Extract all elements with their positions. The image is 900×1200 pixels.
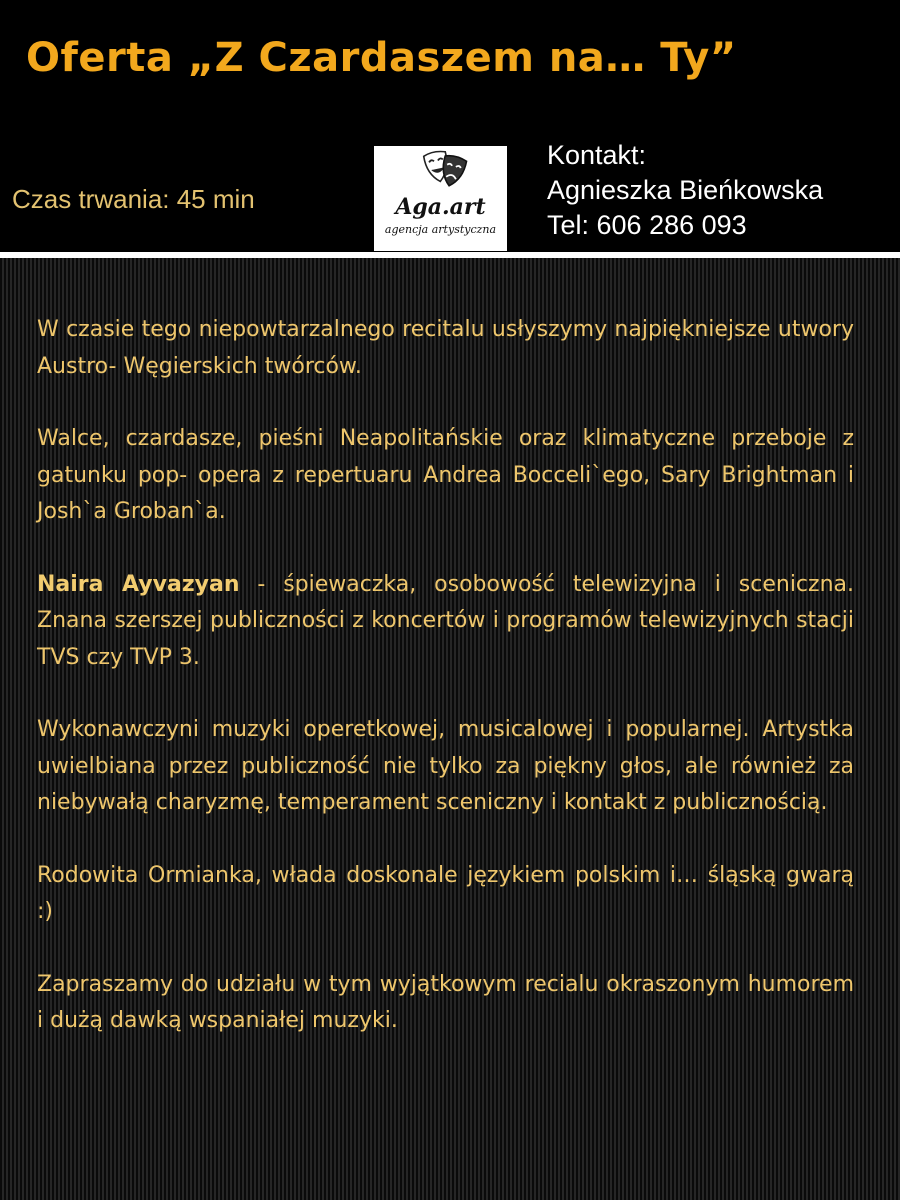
header bbox=[0, 0, 900, 252]
logo-name: Aga.art bbox=[395, 194, 486, 220]
paragraph-origin: Rodowita Ormianka, włada doskonale językiem polskim i… śląską gwarą :) bbox=[37, 862, 854, 924]
main-content-area bbox=[0, 258, 900, 1200]
logo-subtitle: agencja artystyczna bbox=[384, 223, 497, 236]
paragraph-intro: W czasie tego niepowtarzalnego recitalu usłyszymy najpiękniejsze utwory Austro- Węgierskich twórców. bbox=[37, 317, 854, 379]
contact-block bbox=[547, 138, 823, 243]
paragraph-invitation: Zapraszamy do udziału w tym wyjątkowym recialu okraszonym humorem i dużą dawką wspaniałej muzyki. bbox=[37, 971, 854, 1033]
page-title: Oferta „Z Czardaszem na… Ty” bbox=[26, 35, 737, 81]
paragraph-artist bbox=[37, 567, 854, 677]
paragraph-performer: Wykonawczyni muzyki operetkowej, musicalowej i popularnej. Artystka uwielbiana przez publiczność nie tylko za piękny głos, ale również za niebywałą charyzmę, temperament sceniczny i kontakt z publicznością. bbox=[37, 717, 854, 815]
offer-description bbox=[37, 312, 854, 1076]
artist-description: - śpiewaczka, osobowość telewizyjna i sceniczna. Znana szerszej publiczności z koncertów i programów telewizyjnych stacji TVS czy TVP 3. bbox=[37, 571, 854, 670]
contact-person: Agnieszka Bieńkowska bbox=[547, 175, 824, 205]
artist-name: Naira Ayvazyan bbox=[37, 571, 240, 597]
contact-phone: Tel: 606 286 093 bbox=[547, 210, 747, 240]
duration-label: Czas trwania: 45 min bbox=[12, 184, 255, 214]
contact-label: Kontakt: bbox=[547, 140, 647, 170]
agency-logo bbox=[374, 146, 507, 251]
paragraph-repertoire: Walce, czardasze, pieśni Neapolitańskie oraz klimatyczne przeboje z gatunku pop- opera z repertuaru Andrea Bocceli`ego, Sary Brightman i Josh`a Groban`a. bbox=[37, 426, 854, 524]
theatre-masks-icon bbox=[374, 146, 507, 196]
